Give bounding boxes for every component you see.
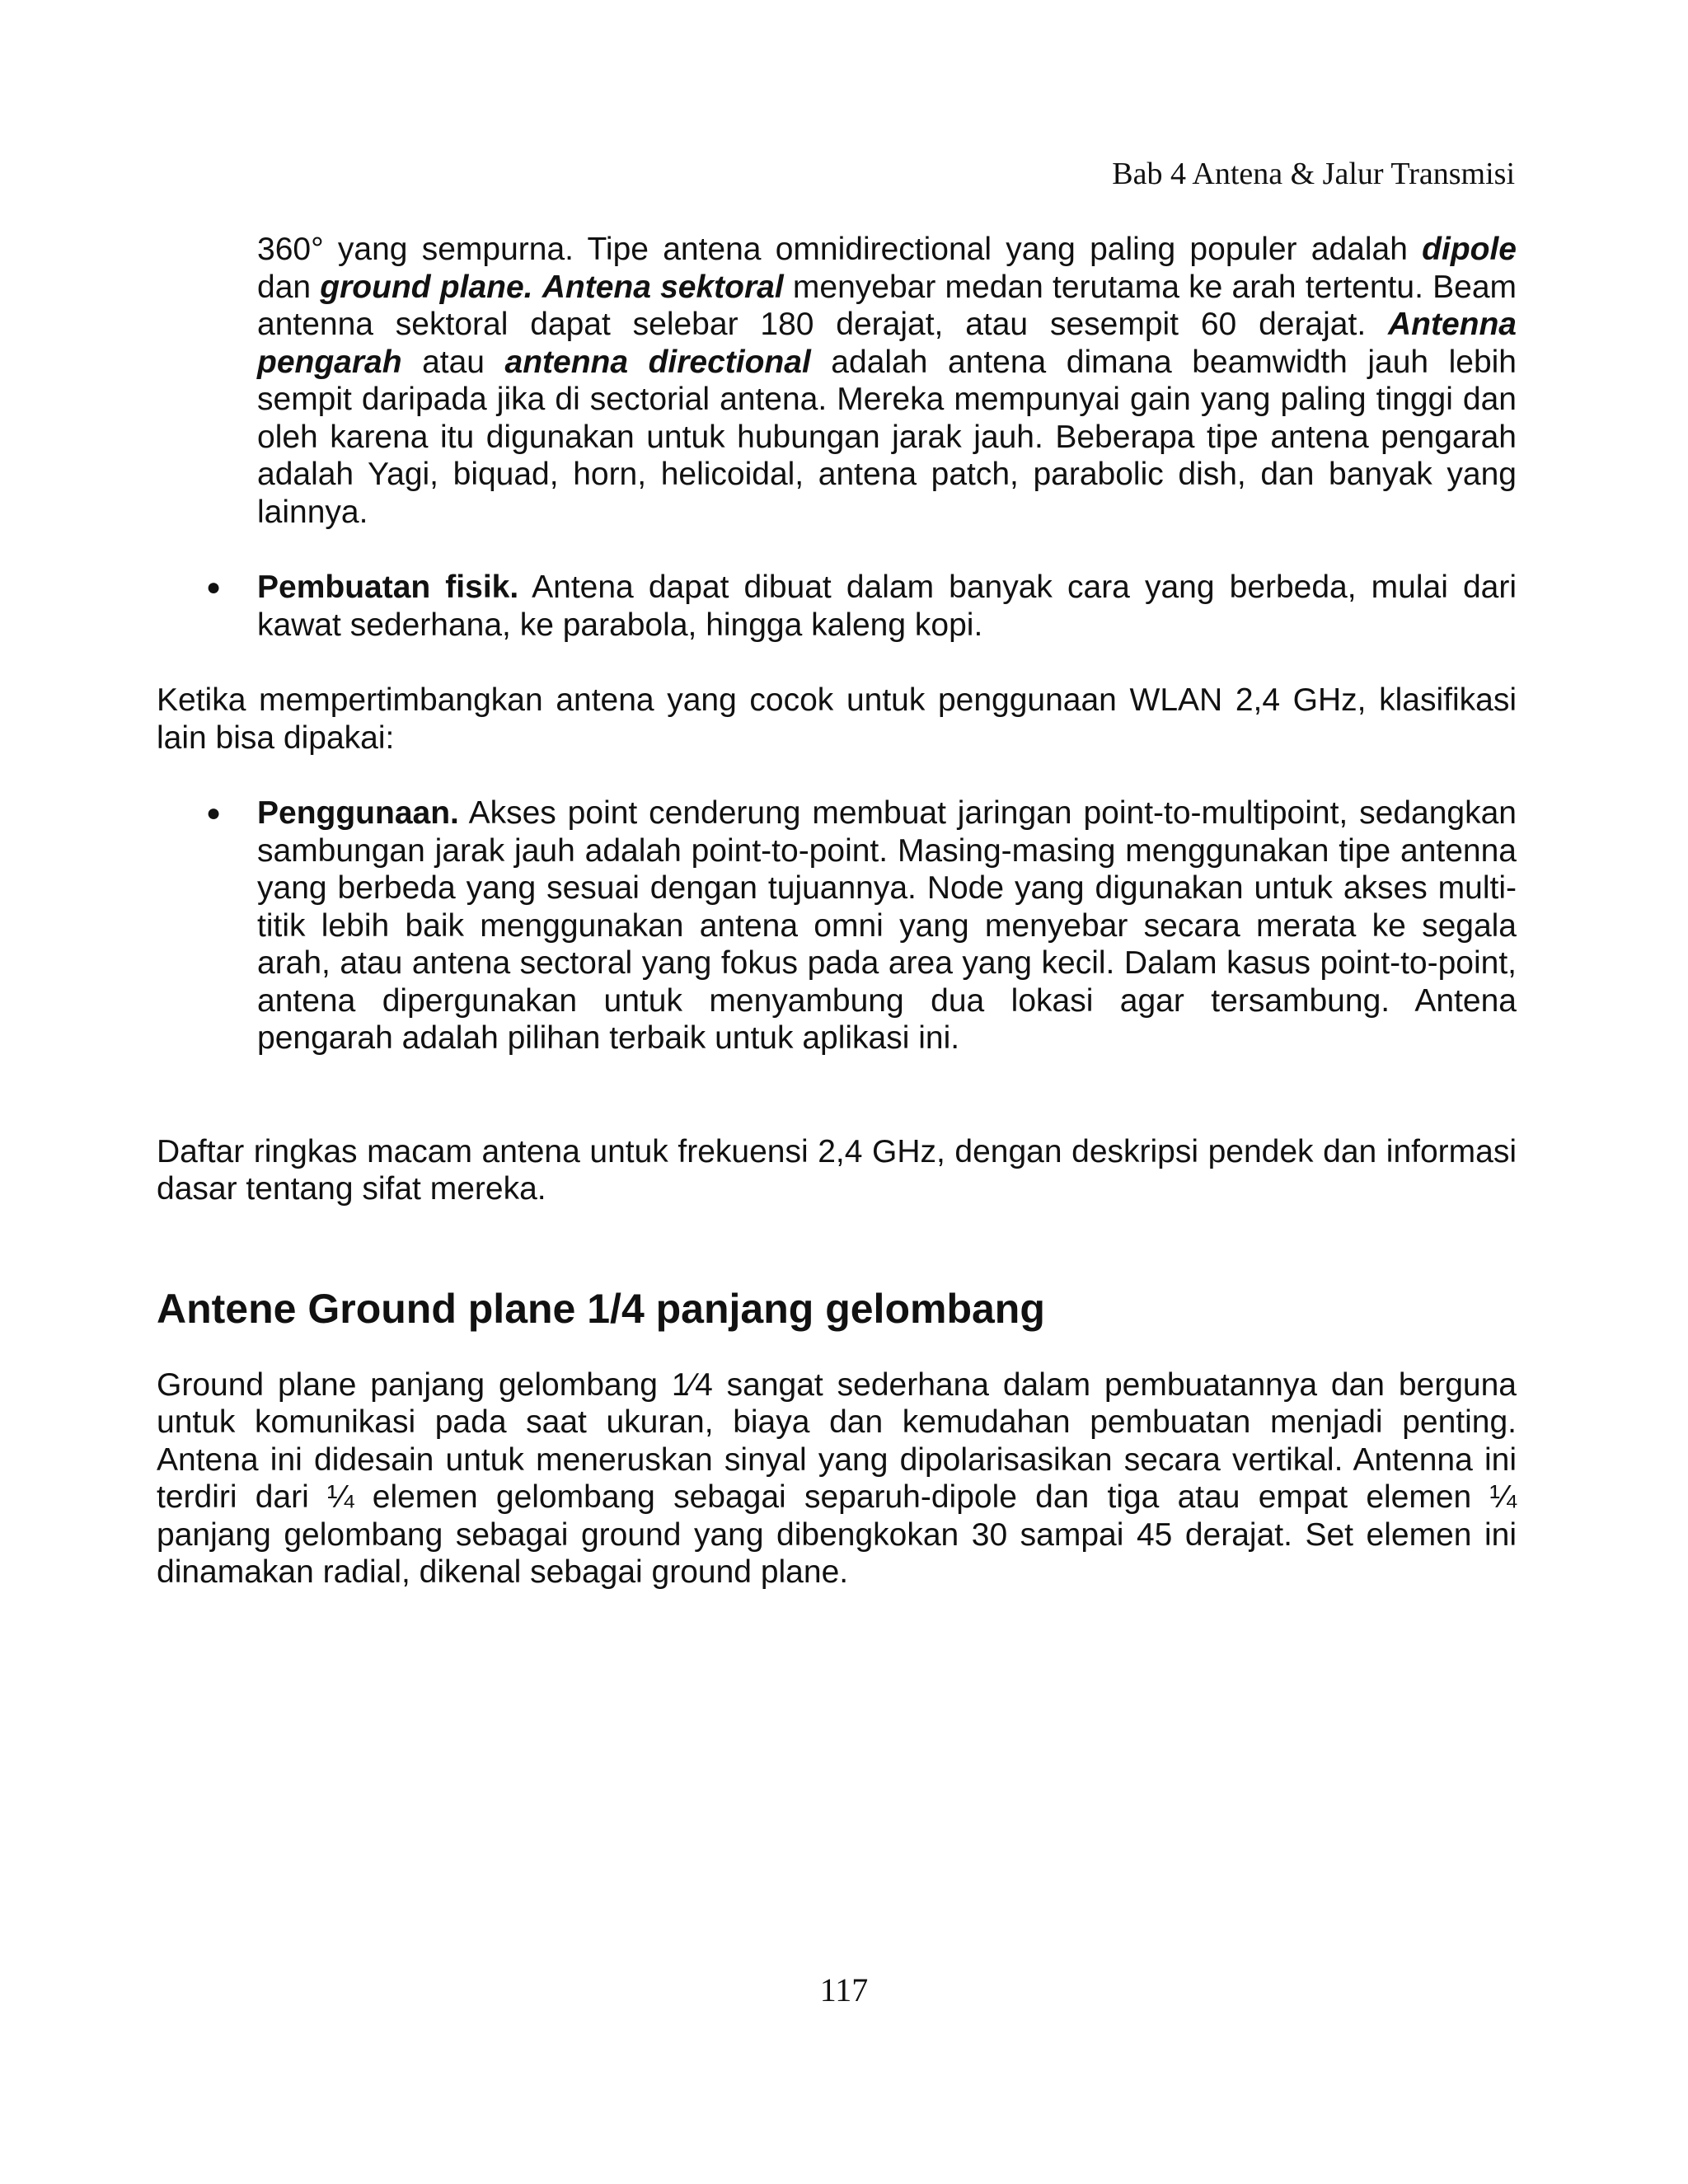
emphasis-dipole: dipole — [1422, 232, 1517, 267]
bullet-item-penggunaan — [157, 794, 1517, 1057]
emphasis-antena-sektoral: Antena sektoral — [542, 269, 784, 305]
paragraph-ground-plane: Ground plane panjang gelombang 1⁄4 sangat sederhana dalam pembuatannya dan berguna untuk komunikasi pada saat ukuran, biaya dan kemudahan pembuatan menjadi penting. Antena ini didesain untuk meneruskan sinyal yang dipolarisasikan secara vertikal. Antenna ini terdiri dari ¼ elemen gelombang sebagai separuh-dipole dan tiga atau empat elemen ¼ panjang gelombang sebagai ground yang dibengkokan 30 sampai 45 derajat. Set elemen ini dinamakan radial, dikenal sebagai ground plane. — [157, 1366, 1517, 1590]
bullet-item-pembuatan-fisik — [157, 569, 1517, 644]
emphasis-ground-plane: ground plane. — [320, 269, 533, 305]
page-content — [157, 231, 1517, 1591]
page-number: 117 — [819, 1971, 869, 2008]
text-run — [533, 269, 542, 305]
paragraph-daftar: Daftar ringkas macam antena untuk frekuensi 2,4 GHz, dengan deskripsi pendek dan informasi dasar tentang sifat mereka. — [157, 1133, 1517, 1207]
paragraph-antenna-types — [157, 231, 1517, 531]
bullet-term: Penggunaan. — [257, 795, 459, 831]
running-header: Bab 4 Antena & Jalur Transmisi — [1112, 157, 1515, 191]
bullet-text: Akses point cenderung membuat jaringan point-to-multipoint, sedangkan sambungan jarak jauh adalah point-to-point. Masing-masing menggunakan tipe antenna yang berbeda yang sesuai dengan tujuannya. Node yang digunakan untuk akses multi-titik lebih baik menggunakan antena omni yang menyebar secara merata ke segala arah, atau antena sectoral yang fokus pada area yang kecil. Dalam kasus point-to-point, antena dipergunakan untuk menyambung dua lokasi agar tersambung. Antena pengarah adalah pilihan terbaik untuk aplikasi ini. — [257, 795, 1517, 1056]
emphasis-antenna-directional: antenna directional — [504, 344, 811, 380]
emphasis-antenna-pengarah: Antenna pengarah — [257, 307, 1517, 380]
bullet-text: Antena dapat dibuat dalam banyak cara yang berbeda, mulai dari kawat sederhana, ke parabola, hingga kaleng kopi. — [257, 569, 1517, 643]
text-run: atau — [401, 344, 505, 380]
text-run: menyebar medan terutama ke arah tertentu. Beam antenna sektoral dapat selebar 180 derajat, atau sesempit 60 derajat. — [257, 269, 1517, 342]
bullet-term: Pembuatan fisik. — [257, 569, 519, 605]
bullet-icon: ● — [206, 799, 222, 827]
text-run: dan — [257, 269, 321, 305]
section-heading: Antene Ground plane 1/4 panjang gelombang — [157, 1285, 1045, 1332]
bullet-icon: ● — [206, 574, 222, 601]
text-run: adalah antena dimana beamwidth jauh lebih sempit daripada jika di sectorial antena. Mereka mempunyai gain yang paling tinggi dan oleh karena itu digunakan untuk hubungan jarak jauh. Beberapa tipe antena pengarah adalah Yagi, biquad, horn, helicoidal, antena patch, parabolic dish, dan banyak yang lainnya. — [257, 344, 1517, 530]
paragraph-klasifikasi: Ketika mempertimbangkan antena yang cocok untuk penggunaan WLAN 2,4 GHz, klasifikasi lain bisa dipakai: — [157, 682, 1517, 756]
text-run: 360° yang sempurna. Tipe antena omnidirectional yang paling populer adalah — [257, 232, 1423, 267]
